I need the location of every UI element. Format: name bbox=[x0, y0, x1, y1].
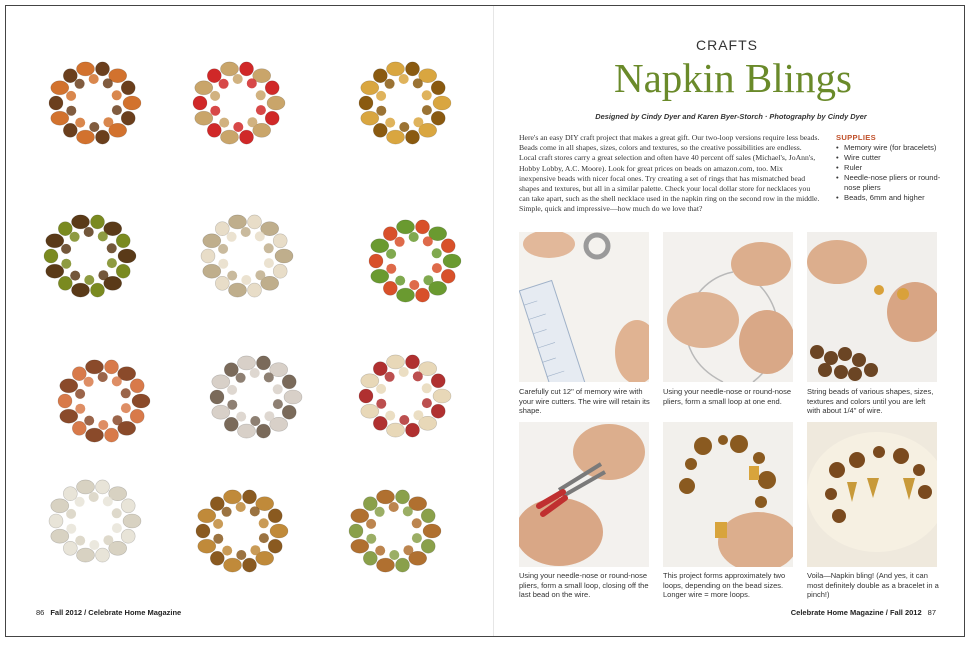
byline: Designed by Cindy Dyer and Karen Byer-Storch · Photography by Cindy Dyer bbox=[595, 112, 867, 121]
bracelet-photo-red-gold bbox=[183, 48, 283, 148]
bracelet-photo-orange-green bbox=[359, 206, 459, 306]
supplies-item: • Needle-nose pliers or round-nose pliers bbox=[836, 173, 951, 193]
bracelet-photo-olive-green bbox=[34, 201, 134, 301]
section-kicker: CRAFTS bbox=[696, 37, 758, 53]
page-number-right: 87 bbox=[927, 608, 936, 617]
bracelet-photo-white-pearl bbox=[39, 466, 139, 566]
step-photo-string-beads bbox=[807, 232, 937, 382]
supplies-item: • Ruler bbox=[836, 163, 951, 173]
bracelet-photo-green-leaf bbox=[339, 476, 439, 576]
step-caption: Using your needle-nose or round-nose pliers, form a small loop, closing off the last bead on the wire. bbox=[519, 571, 649, 599]
supplies-list bbox=[836, 143, 951, 203]
article-title: Napkin Blings bbox=[613, 55, 853, 101]
supplies-item: • Memory wire (for bracelets) bbox=[836, 143, 951, 153]
page-gutter bbox=[493, 6, 494, 636]
step-photo-two-loops bbox=[663, 422, 793, 567]
folio-right-text: Celebrate Home Magazine / Fall 2012 bbox=[790, 608, 922, 617]
bracelet-photo-brown-coral bbox=[39, 48, 139, 148]
folio-left-text: Fall 2012 / Celebrate Home Magazine bbox=[50, 608, 182, 617]
supplies-item: • Wire cutter bbox=[836, 153, 951, 163]
step-photo-cut-wire bbox=[519, 232, 649, 382]
step-caption: Carefully cut 12" of memory wire with your wire cutters. The wire will retain its shape. bbox=[519, 387, 650, 415]
bracelet-photo-striped-glass bbox=[200, 342, 300, 442]
supplies-box bbox=[836, 133, 951, 203]
bracelet-photo-bronze-pearl bbox=[186, 476, 286, 576]
magazine-spread bbox=[5, 5, 965, 637]
bracelet-photo-pearl-crystal bbox=[349, 341, 449, 441]
step-caption: This project forms approximately two loops, depending on the bead sizes. Longer wire = more loops. bbox=[663, 571, 786, 599]
bracelet-photo-shell-petals bbox=[191, 201, 291, 301]
step-caption: String beads of various shapes, sizes, textures and colors until you are left with about 1/4" of wire. bbox=[807, 387, 934, 415]
step-photo-finished-bling bbox=[807, 422, 937, 567]
bracelet-photo-pink-amber bbox=[48, 346, 148, 446]
step-caption: Using your needle-nose or round-nose pliers, form a small loop at one end. bbox=[663, 387, 791, 406]
step-photo-form-loop bbox=[663, 232, 793, 382]
page-number-left: 86 bbox=[36, 608, 45, 617]
supplies-item: • Beads, 6mm and higher bbox=[836, 193, 951, 203]
bracelet-photo-amber-gold bbox=[349, 48, 449, 148]
step-caption: Voila—Napkin bling! (And yes, it can most definitely double as a bracelet in a pinch!) bbox=[807, 571, 939, 599]
folio-left bbox=[36, 608, 181, 617]
step-photo-close-loop bbox=[519, 422, 649, 567]
intro-paragraph: Here's an easy DIY craft project that makes a great gift. Our two-loop versions require less beads. Beads come in all shapes, sizes, colors and textures, so the creative possibilities are endless. Local craft stores carry a great selection and often have 40 percent off sales (Michael's, JoAnn's, Hobby Lobby, A.C. Moore). Look for great prices on beads on amazon.com, too. Mix inexpensive beads with nicer focal ones. Try creating a set of rings that has mismatched bead shapes and textures, but all in a similar palette. Check your local dollar store for necklaces you can take apart, such as the shell necklace used in the napkin ring on the second row in the middle. Simple, quick and impressive—how much do we love that? bbox=[519, 133, 820, 214]
folio-right bbox=[791, 608, 936, 617]
supplies-heading: SUPPLIES bbox=[836, 133, 876, 142]
